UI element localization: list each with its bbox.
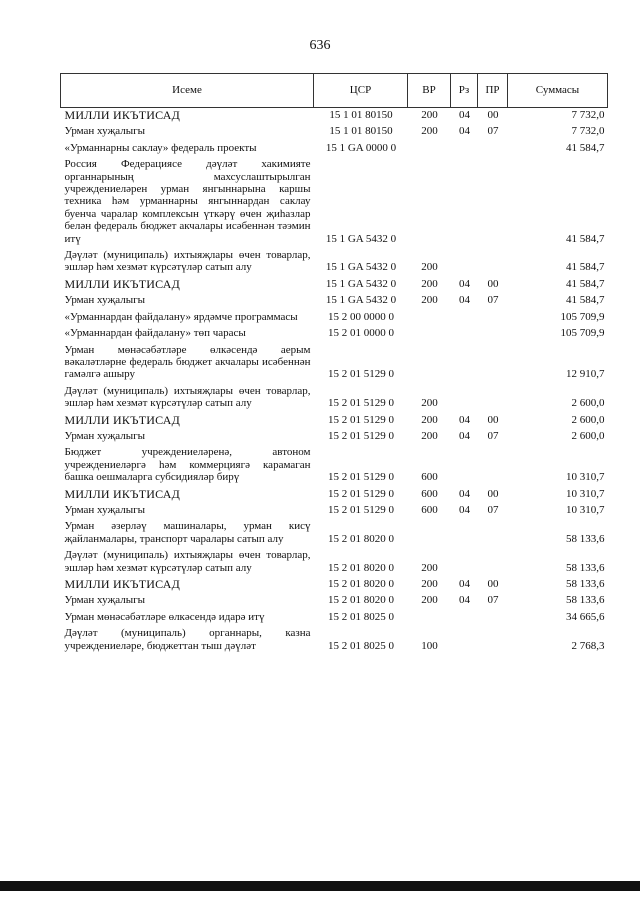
page-number: 636 — [309, 38, 331, 53]
cell-csr: 15 2 01 8020 0 — [328, 578, 394, 590]
cell-csr: 15 2 01 5129 0 — [328, 471, 394, 484]
cell-sum: 2 600,0 — [571, 429, 605, 442]
table-body — [61, 108, 608, 656]
cell-pr: 00 — [487, 487, 499, 500]
cell-rz: 04 — [459, 594, 470, 607]
cell-csr: 15 1 GA 5432 0 — [325, 294, 397, 307]
table-row — [61, 124, 608, 140]
table-row — [61, 384, 608, 413]
cell-csr: 15 1 01 80150 — [329, 109, 393, 121]
cell-pr: 00 — [487, 413, 499, 426]
cell-sum: 41 584,7 — [566, 261, 605, 274]
cell-rz — [451, 157, 478, 248]
cell-name: МИЛЛИ ИКЪТИСАД — [64, 577, 180, 591]
cell-pr — [478, 626, 508, 655]
cell-name: Дәүләт (муниципаль) ихтыяҗлары өчен товарлар, эшләр һәм хезмәт күрсәтүләр сатып алу — [64, 249, 311, 274]
cell-pr: 07 — [487, 294, 499, 307]
cell-sum: 105 709,9 — [560, 327, 605, 340]
cell-name: Урман хуҗалыгы — [64, 125, 146, 138]
cell-sum: 41 584,7 — [566, 294, 605, 307]
cell-name: Урман хуҗалыгы — [64, 294, 146, 307]
cell-vr — [408, 141, 451, 157]
cell-name: «Урманнардан файдалану» төп чарасы — [64, 327, 246, 340]
cell-pr: 00 — [487, 109, 499, 121]
cell-rz — [451, 141, 478, 157]
bottom-border-bar — [0, 881, 640, 891]
table-row — [61, 429, 608, 445]
cell-vr — [408, 519, 451, 548]
cell-rz — [451, 384, 478, 413]
cell-vr: 600 — [421, 487, 438, 500]
cell-vr — [408, 310, 451, 326]
cell-rz: 04 — [459, 413, 470, 426]
table-row — [61, 519, 608, 548]
cell-vr: 200 — [421, 413, 438, 426]
cell-sum: 58 133,6 — [566, 561, 605, 574]
cell-vr — [408, 343, 451, 384]
cell-vr — [408, 610, 451, 626]
table-row — [61, 326, 608, 342]
cell-vr — [408, 157, 451, 248]
cell-name: Урман әзерләү машиналары, урман кисү җайланмалары, транспорт чаралары сатып алу — [64, 520, 311, 545]
cell-name: МИЛЛИ ИКЪТИСАД — [64, 276, 180, 291]
cell-vr: 600 — [421, 503, 438, 516]
cell-csr: 15 1 01 80150 — [329, 125, 393, 138]
table-row — [61, 277, 608, 293]
cell-vr: 600 — [421, 471, 438, 484]
cell-pr — [478, 519, 508, 548]
cell-name: Дәүләт (муниципаль) органнары, казна учреждениеләре, бюджеттан тыш дәүләт — [64, 627, 311, 652]
cell-rz: 04 — [459, 109, 470, 121]
cell-sum: 12 910,7 — [566, 368, 605, 381]
cell-pr — [478, 384, 508, 413]
cell-csr: 15 1 GA 5432 0 — [325, 232, 397, 245]
header-name: Исеме — [61, 74, 314, 108]
cell-vr: 200 — [421, 109, 438, 121]
header-pr: ПР — [478, 74, 508, 108]
cell-rz — [451, 445, 478, 486]
table-row — [61, 141, 608, 157]
table-row — [61, 487, 608, 503]
table-row — [61, 248, 608, 277]
header-vr: ВР — [408, 74, 451, 108]
cell-rz — [451, 310, 478, 326]
cell-sum: 34 665,6 — [566, 610, 605, 623]
cell-sum: 10 310,7 — [566, 503, 605, 516]
cell-name: Урман мөнәсәбәтләре өлкәсендә идарә итү — [64, 610, 265, 623]
cell-csr: 15 2 01 5129 0 — [328, 397, 394, 410]
cell-vr: 100 — [421, 639, 438, 652]
cell-sum: 58 133,6 — [566, 578, 605, 590]
cell-rz — [451, 626, 478, 655]
cell-pr — [478, 248, 508, 277]
budget-table — [60, 73, 608, 655]
header-csr: ЦСР — [314, 74, 408, 108]
cell-name: МИЛЛИ ИКЪТИСАД — [64, 486, 180, 501]
cell-sum: 41 584,7 — [566, 277, 605, 290]
cell-csr: 15 2 01 5129 0 — [328, 429, 394, 442]
cell-csr: 15 2 01 0000 0 — [328, 327, 394, 340]
table-row — [61, 343, 608, 384]
table-row — [61, 548, 608, 577]
cell-name: Бюджет учреждениеләренә, автоном учреждениеләргә һәм коммерциягә карамаган башка оешмаларга субсидияләр бирү — [64, 446, 311, 484]
cell-name: «Урманнардан файдалану» ярдәмче программасы — [64, 310, 298, 323]
cell-rz — [451, 326, 478, 342]
table-row — [61, 445, 608, 486]
cell-csr: 15 1 GA 0000 0 — [325, 141, 397, 154]
table-row — [61, 157, 608, 248]
table-row — [61, 310, 608, 326]
cell-rz — [451, 548, 478, 577]
cell-sum: 41 584,7 — [566, 141, 605, 154]
cell-name: Дәүләт (муниципаль) ихтыяҗлары өчен товарлар, эшләр һәм хезмәт күрсәтүләр сатып алу — [64, 384, 311, 410]
cell-rz: 04 — [459, 277, 470, 290]
cell-name: Урман хуҗалыгы — [64, 503, 146, 516]
cell-vr: 200 — [421, 578, 438, 590]
cell-rz — [451, 343, 478, 384]
cell-csr: 15 1 GA 5432 0 — [325, 277, 397, 290]
cell-pr — [478, 343, 508, 384]
table-row — [61, 503, 608, 519]
cell-vr: 200 — [421, 429, 438, 442]
table-row — [61, 293, 608, 309]
cell-csr: 15 2 01 5129 0 — [328, 368, 394, 381]
cell-name: Урман мөнәсәбәтләре өлкәсендә аерым вәкаләтләрне федераль бюджет акчалары исәбеннән гамәлгә ашыру — [64, 343, 311, 381]
cell-sum: 7 732,0 — [571, 109, 605, 121]
cell-vr: 200 — [421, 561, 438, 574]
cell-vr: 200 — [421, 294, 438, 307]
cell-pr: 07 — [487, 594, 499, 607]
cell-name: МИЛЛИ ИКЪТИСАД — [64, 412, 180, 427]
cell-sum: 2 600,0 — [571, 413, 605, 426]
table-row — [61, 626, 608, 655]
cell-csr: 15 2 01 8025 0 — [328, 639, 394, 652]
cell-sum: 10 310,7 — [566, 471, 605, 484]
cell-name: «Урманнарны саклау» федераль проекты — [64, 141, 257, 154]
cell-pr — [478, 548, 508, 577]
cell-rz: 04 — [459, 503, 470, 516]
cell-pr — [478, 445, 508, 486]
cell-csr: 15 2 00 0000 0 — [328, 310, 394, 323]
cell-sum: 2 600,0 — [571, 397, 605, 410]
cell-sum: 7 732,0 — [571, 125, 605, 138]
cell-name: Россия Федерациясе дәүләт хакимияте органнарының махсуслаштырылган учреждениеләрен урман янгыннарына каршы техника һәм урманнарны янгыннардан саклау буенча чаралар комплексын үткәрү өчен җиһазлар белән федераль бюджет акчалары исәбеннән тәэмин итү — [64, 158, 311, 245]
header-rz: Рз — [451, 74, 478, 108]
cell-pr — [478, 141, 508, 157]
cell-csr: 15 2 01 5129 0 — [328, 503, 394, 516]
cell-pr — [478, 310, 508, 326]
cell-sum: 41 584,7 — [566, 232, 605, 245]
table-row — [61, 108, 608, 125]
cell-vr: 200 — [421, 397, 438, 410]
cell-rz: 04 — [459, 429, 470, 442]
cell-rz: 04 — [459, 294, 470, 307]
cell-vr: 200 — [421, 594, 438, 607]
cell-csr: 15 2 01 8020 0 — [328, 594, 394, 607]
cell-csr: 15 2 01 8025 0 — [328, 610, 394, 623]
cell-pr: 07 — [487, 125, 499, 138]
cell-csr: 15 2 01 8020 0 — [328, 532, 394, 545]
table-row — [61, 610, 608, 626]
cell-sum: 58 133,6 — [566, 594, 605, 607]
cell-csr: 15 2 01 8020 0 — [328, 561, 394, 574]
cell-name: МИЛЛИ ИКЪТИСАД — [64, 108, 180, 122]
cell-rz — [451, 248, 478, 277]
cell-rz: 04 — [459, 125, 470, 138]
cell-rz — [451, 519, 478, 548]
table-row — [61, 577, 608, 593]
cell-pr: 00 — [487, 277, 499, 290]
cell-pr — [478, 610, 508, 626]
cell-pr: 00 — [487, 578, 499, 590]
header-sum: Суммасы — [508, 74, 608, 108]
cell-rz: 04 — [459, 487, 470, 500]
cell-pr — [478, 326, 508, 342]
cell-csr: 15 2 01 5129 0 — [328, 413, 394, 426]
cell-sum: 10 310,7 — [566, 487, 605, 500]
cell-rz: 04 — [459, 578, 470, 590]
cell-vr: 200 — [421, 261, 438, 274]
cell-pr: 07 — [487, 503, 499, 516]
cell-sum: 105 709,9 — [560, 310, 605, 323]
cell-csr: 15 1 GA 5432 0 — [325, 261, 397, 274]
table-row — [61, 593, 608, 609]
cell-name: Урман хуҗалыгы — [64, 594, 146, 607]
cell-pr — [478, 157, 508, 248]
cell-name: Дәүләт (муниципаль) ихтыяҗлары өчен товарлар, эшләр һәм хезмәт күрсәтүләр сатып алу — [64, 549, 311, 574]
cell-sum: 2 768,3 — [571, 639, 605, 652]
cell-vr: 200 — [421, 125, 438, 138]
cell-name: Урман хуҗалыгы — [64, 429, 146, 442]
table-header-row — [61, 74, 608, 108]
cell-vr: 200 — [421, 277, 438, 290]
cell-pr: 07 — [487, 429, 499, 442]
cell-vr — [408, 326, 451, 342]
cell-rz — [451, 610, 478, 626]
cell-sum: 58 133,6 — [566, 532, 605, 545]
cell-csr: 15 2 01 5129 0 — [328, 487, 394, 500]
table-row — [61, 413, 608, 429]
